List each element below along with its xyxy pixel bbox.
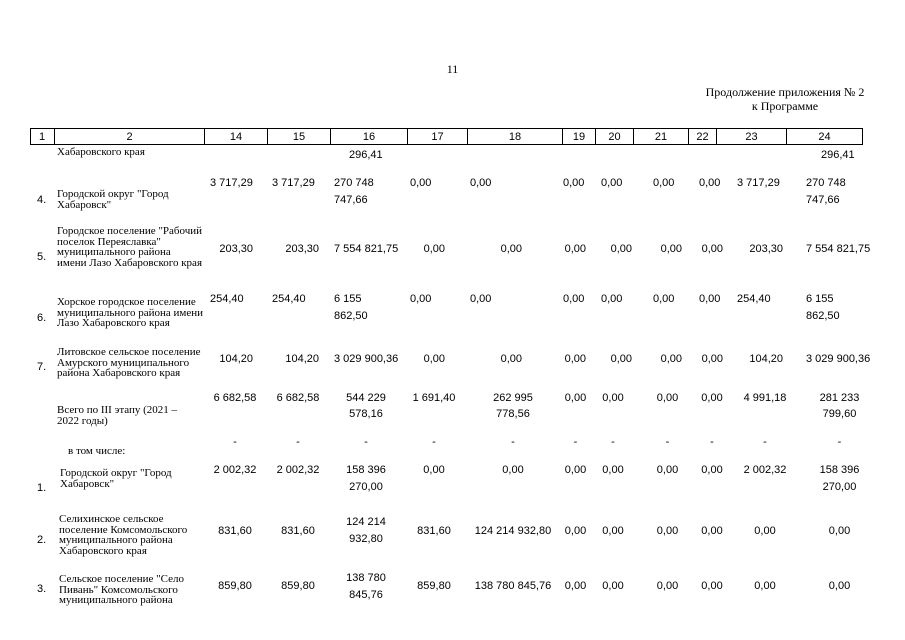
cell-20: 0,00 <box>602 464 624 476</box>
appendix-note <box>690 85 880 113</box>
page-number: 11 <box>446 62 459 76</box>
row-label: Сельское поселение "Село Пивань" Комсомольского муниципального района <box>59 573 184 606</box>
row-number: 2. <box>37 534 47 546</box>
cell-23: 254,40 <box>737 293 771 305</box>
header-cell: 24 <box>818 130 831 143</box>
cell-14: 3 717,29 <box>210 177 253 189</box>
cell-16: 296,41 <box>349 149 383 161</box>
cell-14: 859,80 <box>218 580 252 592</box>
cell-24: 270 748 <box>806 177 846 189</box>
cell-16: 158 396 <box>346 464 386 476</box>
cell-19: 0,00 <box>563 293 585 305</box>
cell-16: 932,80 <box>349 533 383 545</box>
row-label: Хабаровского края <box>57 146 145 158</box>
header-cell: 19 <box>563 129 596 144</box>
cell-19: 0,00 <box>564 464 587 476</box>
dash: - <box>364 436 368 448</box>
cell-14: 203,30 <box>219 243 253 255</box>
row-label: Селихинское сельское поселение Комсомольского муниципального района Хабаровского края <box>59 513 188 557</box>
cell-20: 0,00 <box>601 177 623 189</box>
cell-14: 104,20 <box>219 353 253 365</box>
row-label: в том числе: <box>68 445 126 457</box>
row-label: Городской округ "Город Хабаровск" <box>60 467 172 490</box>
cell-22: 0,00 <box>699 177 721 189</box>
cell-24: 296,41 <box>821 149 855 161</box>
cell-23: 2 002,32 <box>743 464 787 476</box>
cell-24: 281 233 <box>819 392 860 404</box>
cell-19: 0,00 <box>564 580 587 592</box>
cell-14: 6 682,58 <box>213 392 257 404</box>
header-cell: 23 <box>717 129 787 144</box>
cell-24: 0,00 <box>828 525 851 537</box>
row-number: 6. <box>37 312 47 324</box>
cell-16: 544 229 <box>346 392 386 404</box>
cell-21: 0,00 <box>656 464 679 476</box>
cell-17: 0,00 <box>423 243 445 255</box>
cell-22: 0,00 <box>701 243 723 255</box>
header-cell: 16 <box>331 129 408 144</box>
cell-21: 0,00 <box>653 177 675 189</box>
cell-16: 6 155 <box>334 293 362 305</box>
cell-22: 0,00 <box>699 293 721 305</box>
cell-24: 158 396 <box>819 464 860 476</box>
cell-17: 0,00 <box>423 464 445 476</box>
dash: - <box>763 436 767 448</box>
table-header <box>30 128 863 145</box>
cell-18: 138 780 845,76 <box>474 580 552 592</box>
dash: - <box>233 436 237 448</box>
row-number: 5. <box>37 251 47 263</box>
cell-24: 799,60 <box>822 408 857 420</box>
header-cell: 20 <box>596 129 634 144</box>
cell-16: 862,50 <box>334 310 368 322</box>
cell-16: 3 029 900,36 <box>334 353 399 365</box>
cell-22: 0,00 <box>701 525 723 537</box>
cell-15: 254,40 <box>272 293 306 305</box>
cell-20: 0,00 <box>601 293 623 305</box>
cell-20: 0,00 <box>602 580 624 592</box>
cell-16: 578,16 <box>349 408 383 420</box>
row-label: Всего по III этапу (2021 – 2022 годы) <box>57 404 178 427</box>
cell-23: 3 717,29 <box>737 177 780 189</box>
cell-16: 124 214 <box>346 516 386 528</box>
cell-20: 0,00 <box>610 243 632 255</box>
cell-18: 778,56 <box>496 408 530 420</box>
cell-24: 270,00 <box>822 481 857 493</box>
dash: - <box>432 436 436 448</box>
row-number: 4. <box>37 194 47 206</box>
cell-20: 0,00 <box>602 392 624 404</box>
cell-18: 0,00 <box>470 177 492 189</box>
cell-22: 0,00 <box>701 580 723 592</box>
cell-16: 270,00 <box>349 481 383 493</box>
cell-21: 0,00 <box>656 392 679 404</box>
row-number: 1. <box>37 482 47 494</box>
row-label: Городское поселение "Рабочий поселок Переяславка" муниципального района имени Лазо Хабаровского края <box>57 225 203 269</box>
cell-24: 7 554 821,75 <box>806 243 871 255</box>
cell-18: 262 995 <box>493 392 533 404</box>
cell-19: 0,00 <box>563 177 585 189</box>
cell-16: 845,76 <box>349 589 383 601</box>
cell-24: 0,00 <box>828 580 851 592</box>
cell-15: 859,80 <box>281 580 315 592</box>
row-label: Литовское сельское поселение Амурского муниципального района Хабаровского края <box>57 346 201 379</box>
row-number: 7. <box>37 361 47 373</box>
cell-18: 124 214 932,80 <box>474 525 552 537</box>
cell-15: 203,30 <box>285 243 319 255</box>
dash: - <box>296 436 300 448</box>
cell-14: 2 002,32 <box>213 464 257 476</box>
cell-17: 0,00 <box>423 353 445 365</box>
cell-21: 0,00 <box>660 353 682 365</box>
cell-18: 0,00 <box>500 243 522 255</box>
dash: - <box>511 436 515 448</box>
cell-21: 0,00 <box>656 525 679 537</box>
cell-19: 0,00 <box>564 243 586 255</box>
dash: - <box>611 436 615 448</box>
dash: - <box>665 436 670 448</box>
cell-24: 6 155 <box>806 293 834 305</box>
appendix-note-line1: Продолжение приложения № 2 <box>705 85 865 99</box>
dash: - <box>573 436 578 448</box>
cell-16: 7 554 821,75 <box>334 243 399 255</box>
cell-19: 0,00 <box>564 525 587 537</box>
cell-15: 831,60 <box>281 525 315 537</box>
cell-15: 3 717,29 <box>272 177 315 189</box>
cell-23: 0,00 <box>754 580 776 592</box>
cell-24: 747,66 <box>806 194 840 206</box>
cell-18: 0,00 <box>502 464 524 476</box>
dash: - <box>837 436 842 448</box>
cell-17: 0,00 <box>410 293 432 305</box>
cell-22: 0,00 <box>701 464 723 476</box>
cell-23: 203,30 <box>749 243 783 255</box>
cell-15: 2 002,32 <box>276 464 320 476</box>
header-cell: 17 <box>408 129 468 144</box>
cell-24: 3 029 900,36 <box>806 353 871 365</box>
cell-19: 0,00 <box>564 392 587 404</box>
row-label: Городской округ "Город Хабаровск" <box>57 188 169 211</box>
cell-22: 0,00 <box>701 353 723 365</box>
cell-20: 0,00 <box>602 525 624 537</box>
row-number: 3. <box>37 583 47 595</box>
cell-20: 0,00 <box>610 353 632 365</box>
cell-18: 0,00 <box>470 293 492 305</box>
cell-15: 6 682,58 <box>276 392 320 404</box>
header-cell: 22 <box>689 129 717 144</box>
cell-18: 0,00 <box>500 353 522 365</box>
cell-17: 859,80 <box>417 580 451 592</box>
cell-15: 104,20 <box>285 353 319 365</box>
header-cell: 14 <box>205 129 268 144</box>
cell-17: 831,60 <box>417 525 451 537</box>
cell-23: 104,20 <box>749 353 783 365</box>
header-cell: 15 <box>268 129 331 144</box>
cell-22: 0,00 <box>701 392 723 404</box>
cell-23: 0,00 <box>754 525 776 537</box>
row-label: Хорское городское поселение муниципального района имени Лазо Хабаровского края <box>57 296 204 329</box>
cell-14: 254,40 <box>210 293 244 305</box>
header-cell: 18 <box>468 129 563 144</box>
cell-21: 0,00 <box>660 243 682 255</box>
header-cell: 1 <box>31 129 55 144</box>
cell-23: 4 991,18 <box>743 392 787 404</box>
header-cell: 21 <box>634 129 689 144</box>
cell-21: 0,00 <box>656 580 679 592</box>
cell-16: 747,66 <box>334 194 368 206</box>
cell-14: 831,60 <box>218 525 252 537</box>
header-cell: 2 <box>55 129 205 144</box>
cell-24: 862,50 <box>806 310 840 322</box>
cell-21: 0,00 <box>653 293 675 305</box>
cell-19: 0,00 <box>564 353 586 365</box>
cell-17: 0,00 <box>410 177 432 189</box>
cell-16: 138 780 <box>346 572 386 584</box>
cell-16: 270 748 <box>334 177 374 189</box>
dash: - <box>710 436 714 448</box>
appendix-note-line2: к Программе <box>751 99 819 113</box>
cell-17: 1 691,40 <box>412 392 456 404</box>
